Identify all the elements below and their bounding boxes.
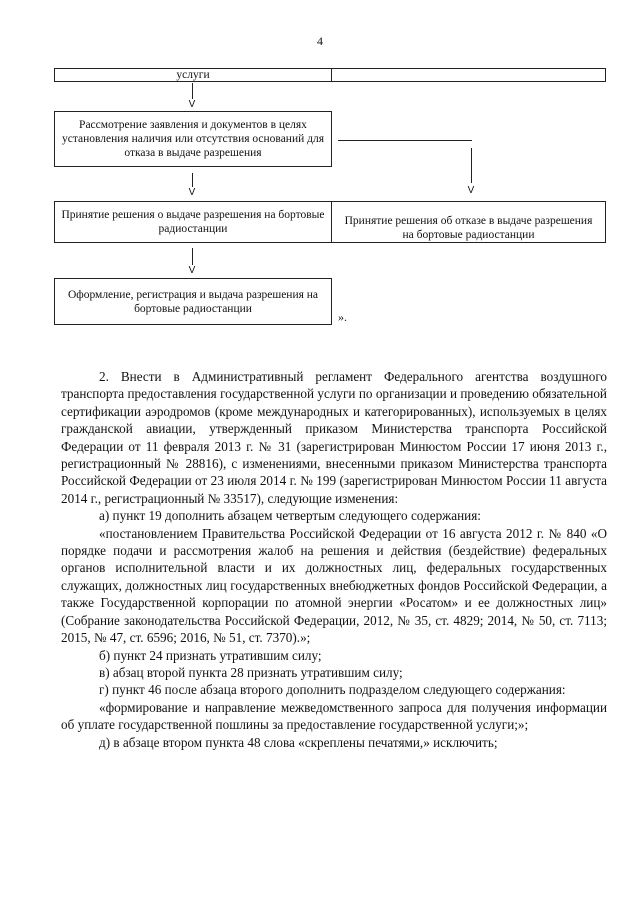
- flowchart-top-right-cell: [331, 68, 606, 82]
- paragraph-quoted-request: «формирование и направление межведомственного запроса для получения информации об уплате государственной пошлины за предоставление государственной услуги;»;: [61, 699, 607, 733]
- paragraph-item-g: г) пункт 46 после абзаца второго дополнить подразделом следующего содержания:: [99, 682, 566, 698]
- paragraph-item-b: б) пункт 24 признать утратившим силу;: [99, 647, 322, 663]
- arrow-down-icon: V: [188, 99, 196, 110]
- refuse-box-text: Принятие решения об отказе в выдаче разрешения на бортовые радиостанции: [344, 215, 593, 241]
- arrow-down-icon: V: [188, 187, 196, 198]
- top-box-text: услуги: [176, 69, 210, 81]
- review-box: [54, 111, 332, 167]
- connector-line: [192, 248, 193, 265]
- issue-box: [54, 278, 332, 325]
- branch-line: [338, 140, 472, 141]
- paragraph-item-v: в) абзац второй пункта 28 признать утратившим силу;: [99, 664, 403, 680]
- connector-line: [192, 83, 193, 99]
- paragraph-item-d: д) в абзаце втором пункта 48 слова «скреплены печатями,» исключить;: [99, 734, 498, 750]
- refuse-box: [331, 201, 606, 243]
- approve-box-text: Принятие решения о выдаче разрешения на бортовые радиостанции: [61, 209, 325, 235]
- flowchart-top-left-cell: [54, 68, 332, 82]
- arrow-down-icon: V: [467, 185, 475, 196]
- paragraph-amendment-intro: 2. Внести в Административный регламент Федерального агентства воздушного транспорта предоставления государственной услуги по организации и проведению обязательной сертификации аэродромов (кроме международных и категорированных), используемых в целях гражданской авиации, утвержденный приказом Министерства транспорта Российской Федерации от 11 февраля 2013 г. № 31 (зарегистрирован Минюстом России 17 июня 2013 г., регистрационный № 28816), с изменениями, внесенными приказом Министерства транспорта Российской Федерации от 23 июля 2014 г. № 199 (зарегистрирован Минюстом России 11 августа 2014 г., регистрационный № 33517), следующие изменения:: [61, 369, 607, 506]
- connector-line: [471, 148, 472, 183]
- document-body: [61, 368, 607, 751]
- paragraph-item-a: а) пункт 19 дополнить абзацем четвертым следующего содержания:: [99, 508, 481, 524]
- paragraph-quoted-resolution: «постановлением Правительства Российской Федерации от 16 августа 2012 г. № 840 «О порядке подачи и рассмотрения жалоб на решения и действия (бездействие) федеральных органов исполнительной власти и их должностных лиц, федеральных государственных служащих, должностных лиц государственных внебюджетных фондов Российской Федерации, а также Государственной корпорации по атомной энергии «Росатом» и ее должностных лиц» (Собрание законодательства Российской Федерации, 2012, № 35, ст. 4829; 2014, № 50, ст. 7113; 2015, № 47, ст. 6596; 2016, № 51, ст. 7370).»;: [61, 525, 607, 646]
- closing-quote: ».: [338, 310, 347, 324]
- approve-box: [54, 201, 332, 243]
- review-box-text: Рассмотрение заявления и документов в целях установления наличия или отсутствия оснований для отказа в выдаче разрешения: [61, 119, 325, 159]
- page-number: 4: [317, 34, 323, 48]
- connector-line: [192, 173, 193, 187]
- issue-box-text: Оформление, регистрация и выдача разрешения на бортовые радиостанции: [67, 288, 319, 315]
- arrow-down-icon: V: [188, 265, 196, 276]
